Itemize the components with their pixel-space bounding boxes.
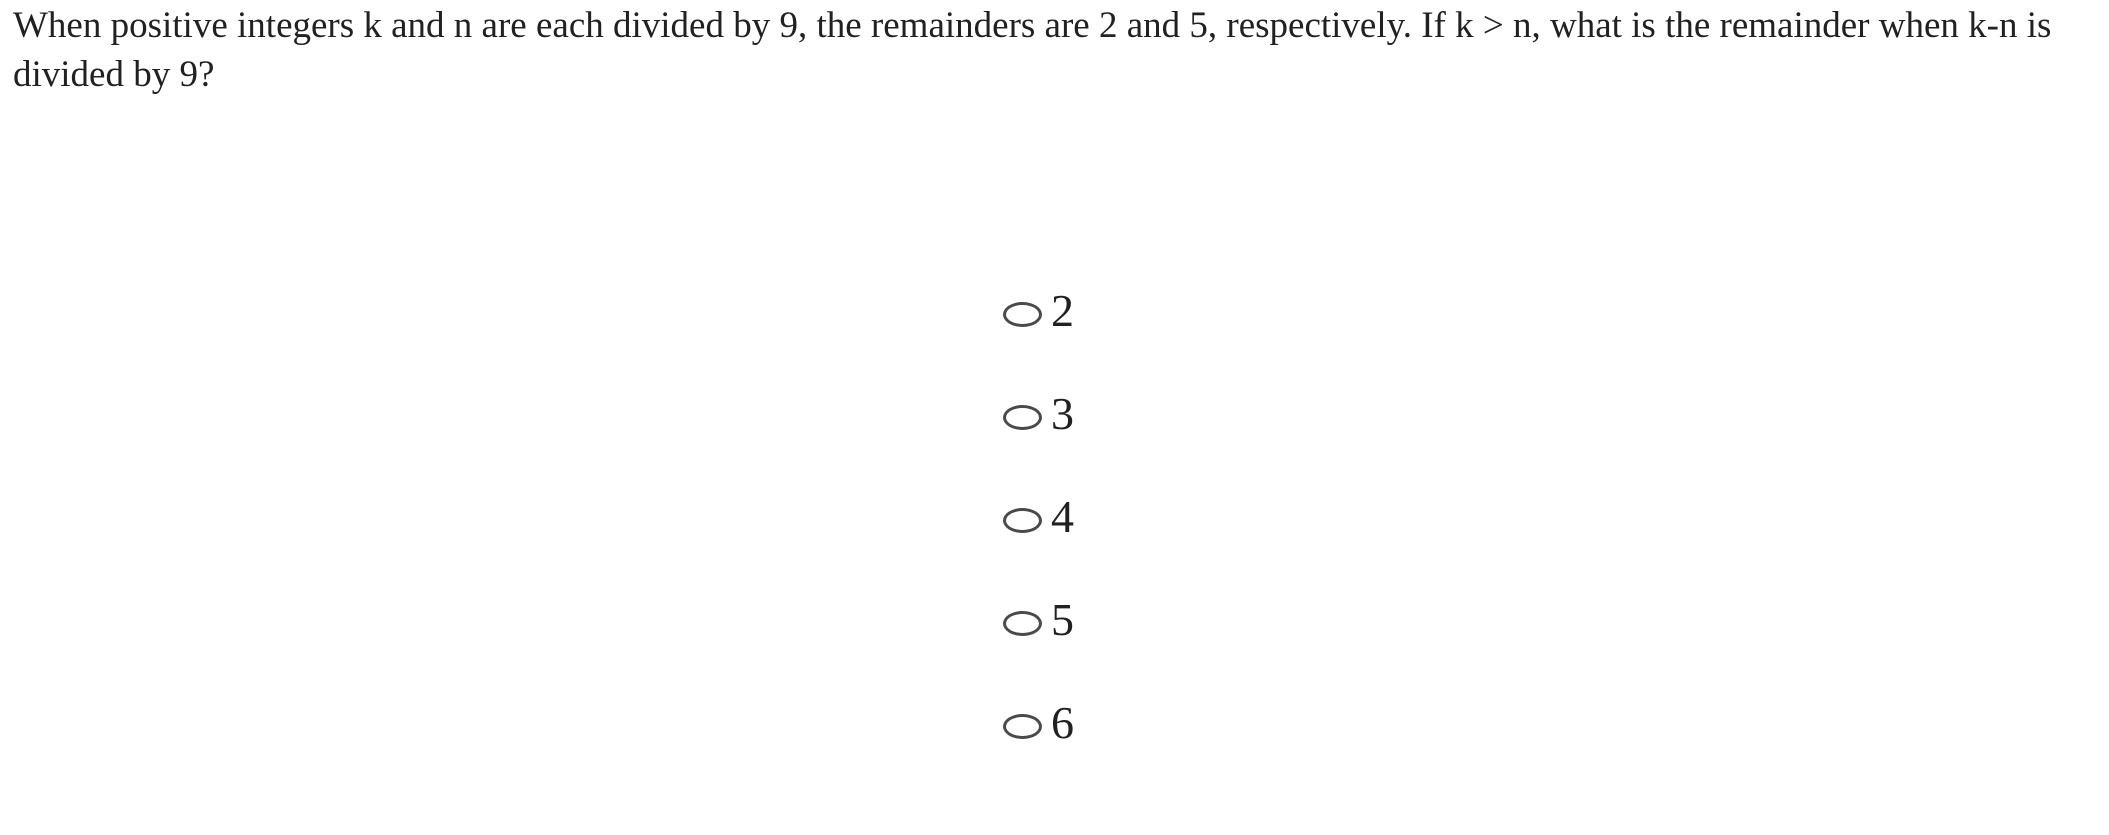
option-label: 4 xyxy=(1051,491,1074,542)
option-label: 3 xyxy=(1051,388,1074,439)
answer-options-list xyxy=(1003,285,1074,748)
answer-option-6[interactable] xyxy=(1003,697,1074,748)
answer-option-3[interactable] xyxy=(1003,388,1074,439)
answer-option-2[interactable] xyxy=(1003,285,1074,336)
radio-button-unselected[interactable] xyxy=(1003,611,1042,636)
option-label: 6 xyxy=(1051,697,1074,748)
radio-button-unselected[interactable] xyxy=(1003,405,1042,430)
radio-button-unselected[interactable] xyxy=(1003,508,1042,533)
answer-option-4[interactable] xyxy=(1003,491,1074,542)
radio-button-unselected[interactable] xyxy=(1003,302,1042,327)
answer-option-5[interactable] xyxy=(1003,594,1074,645)
question-text: When positive integers k and n are each divided by 9, the remainders are 2 and 5, respectively. If k > n, what is the remainder when k-n is divided by 9? xyxy=(13,5,2052,95)
option-label: 2 xyxy=(1051,285,1074,336)
radio-button-unselected[interactable] xyxy=(1003,714,1042,739)
option-label: 5 xyxy=(1051,594,1074,645)
